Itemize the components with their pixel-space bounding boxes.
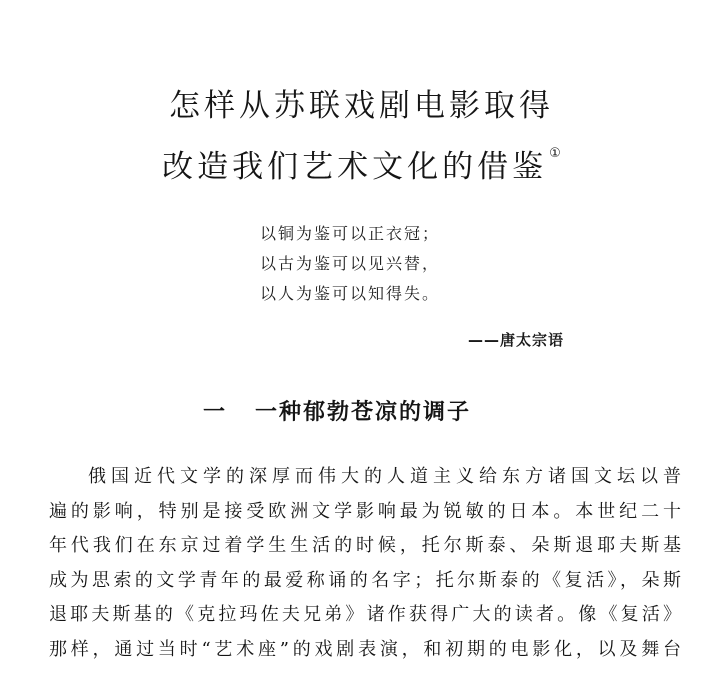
title-line-1-text: 怎样从苏联戏剧电影取得 — [169, 88, 554, 124]
epigraph-attribution: ——唐太宗语 — [468, 331, 565, 349]
paragraph-line: 退耶夫斯基的《克拉玛佐夫兄弟》诸作获得广大的读者。像《复活》 — [49, 604, 681, 626]
paragraph-line: 那样，通过当时“艺术座”的戏剧表演，和初期的电影化，以及舞台 — [49, 638, 681, 660]
title-line-2 — [0, 130, 723, 191]
article-title — [0, 82, 723, 191]
epigraph-line: 以铜为鉴可以正衣冠； — [260, 224, 441, 243]
section-title: 一种郁勃苍凉的调子 — [255, 399, 472, 425]
section-heading — [203, 395, 471, 426]
epigraph — [260, 219, 660, 309]
paragraph-line: 年代我们在东京过着学生生活的时候，托尔斯泰、朵斯退耶夫斯基 — [49, 535, 681, 557]
footnote-marker[interactable]: ① — [549, 146, 561, 161]
body-paragraph — [49, 460, 681, 668]
paragraph-line: 遍的影响，特别是接受欧洲文学影响最为锐敏的日本。本世纪二十 — [49, 500, 681, 522]
epigraph-line: 以古为鉴可以见兴替， — [260, 254, 441, 273]
paragraph-line: 成为思索的文学青年的最爱称诵的名字；托尔斯泰的《复活》，朵斯 — [49, 569, 681, 591]
epigraph-line: 以人为鉴可以知得失。 — [260, 284, 441, 303]
section-number: 一 — [203, 399, 228, 425]
paragraph-line: 俄国近代文学的深厚而伟大的人道主义给东方诸国文坛以普 — [88, 466, 681, 487]
title-line-2-text: 改造我们艺术文化的借鉴 — [162, 149, 548, 185]
title-line-1 — [0, 82, 723, 130]
